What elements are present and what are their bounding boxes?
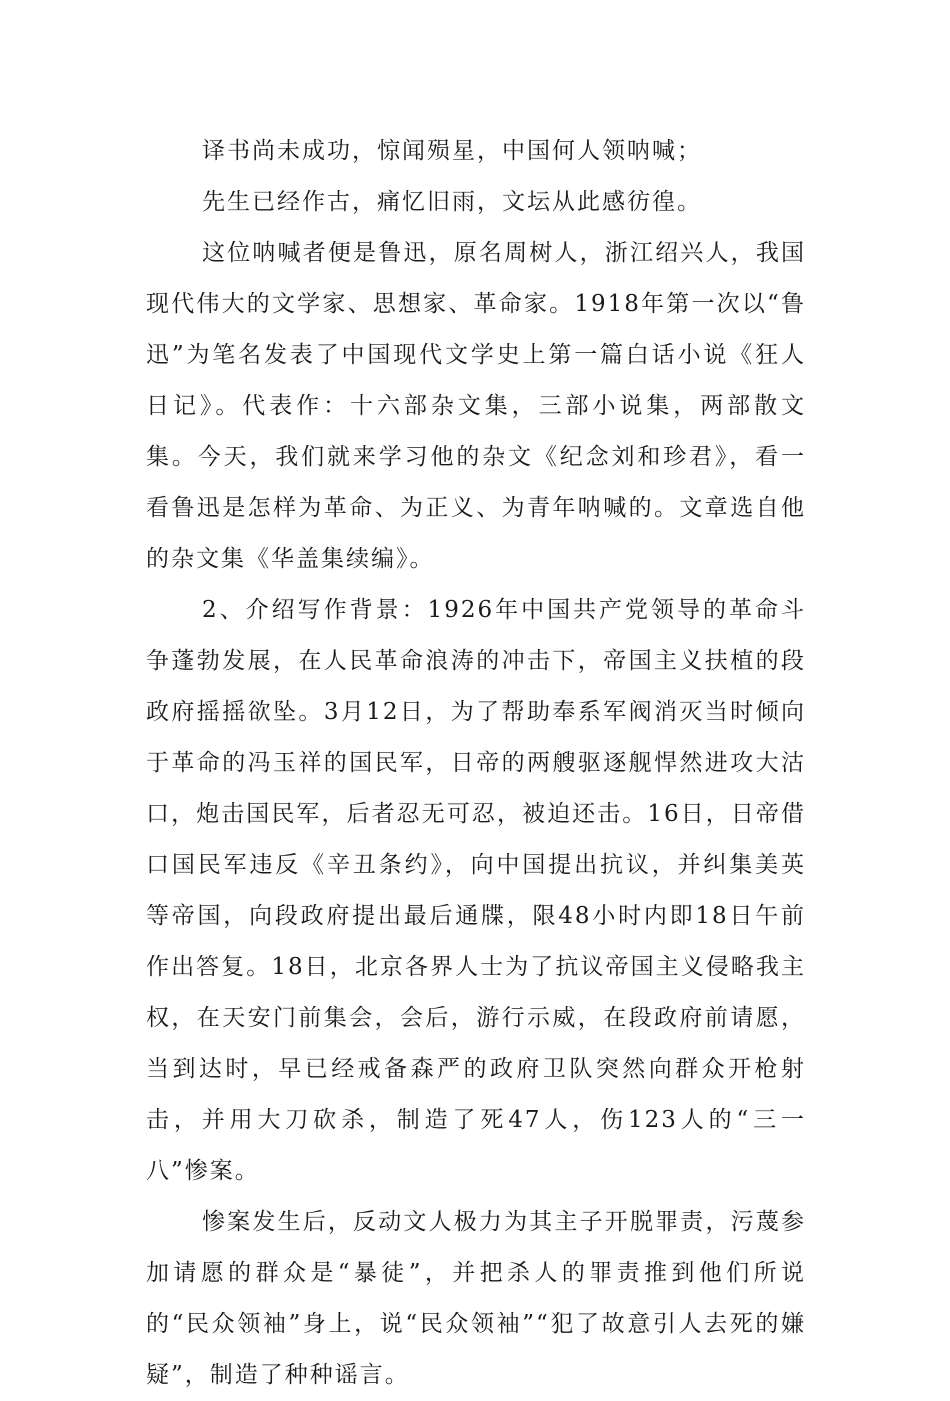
paragraph-background: 2、介绍写作背景：1926年中国共产党领导的革命斗争蓬勃发展，在人民革命浪涛的冲击下，帝国主义扶植的段政府摇摇欲坠。3月12日，为了帮助奉系军阀消灭当时倾向于革命的冯玉祥的国民军，日帝的两艘驱逐舰悍然进攻大沽口，炮击国民军，后者忍无可忍，被迫还击。16日，日帝借口国民军违反《辛丑条约》，向中国提出抗议，并纠集美英等帝国，向段政府提出最后通牒，限48小时内即18日午前作出答复。18日，北京各界人士为了抗议帝国主义侵略我主权，在天安门前集会，会后，游行示威，在段政府前请愿，当到达时，早已经戒备森严的政府卫队突然向群众开枪射击，并用大刀砍杀，制造了死47人，伤123人的“三一八”惨案。 (146, 597, 806, 1184)
body-text (146, 126, 806, 1401)
couplet-line-1: 译书尚未成功，惊闻殒星，中国何人领呐喊； (202, 138, 702, 164)
paragraph-aftermath: 惨案发生后，反动文人极力为其主子开脱罪责，污蔑参加请愿的群众是“暴徒”，并把杀人的罪责推到他们所说的“民众领袖”身上，说“民众领袖”“犯了故意引人去死的嫌疑”，制造了种种谣言。 (146, 1209, 806, 1388)
paragraph-lu-xun-intro: 这位呐喊者便是鲁迅，原名周树人，浙江绍兴人，我国现代伟大的文学家、思想家、革命家。1918年第一次以“鲁迅”为笔名发表了中国现代文学史上第一篇白话小说《狂人日记》。代表作：十六部杂文集，三部小说集，两部散文集。今天，我们就来学习他的杂文《纪念刘和珍君》，看一看鲁迅是怎样为革命、为正义、为青年呐喊的。文章选自他的杂文集《华盖集续编》。 (146, 240, 806, 572)
couplet-line-2: 先生已经作古，痛忆旧雨，文坛从此感彷徨。 (202, 189, 702, 215)
